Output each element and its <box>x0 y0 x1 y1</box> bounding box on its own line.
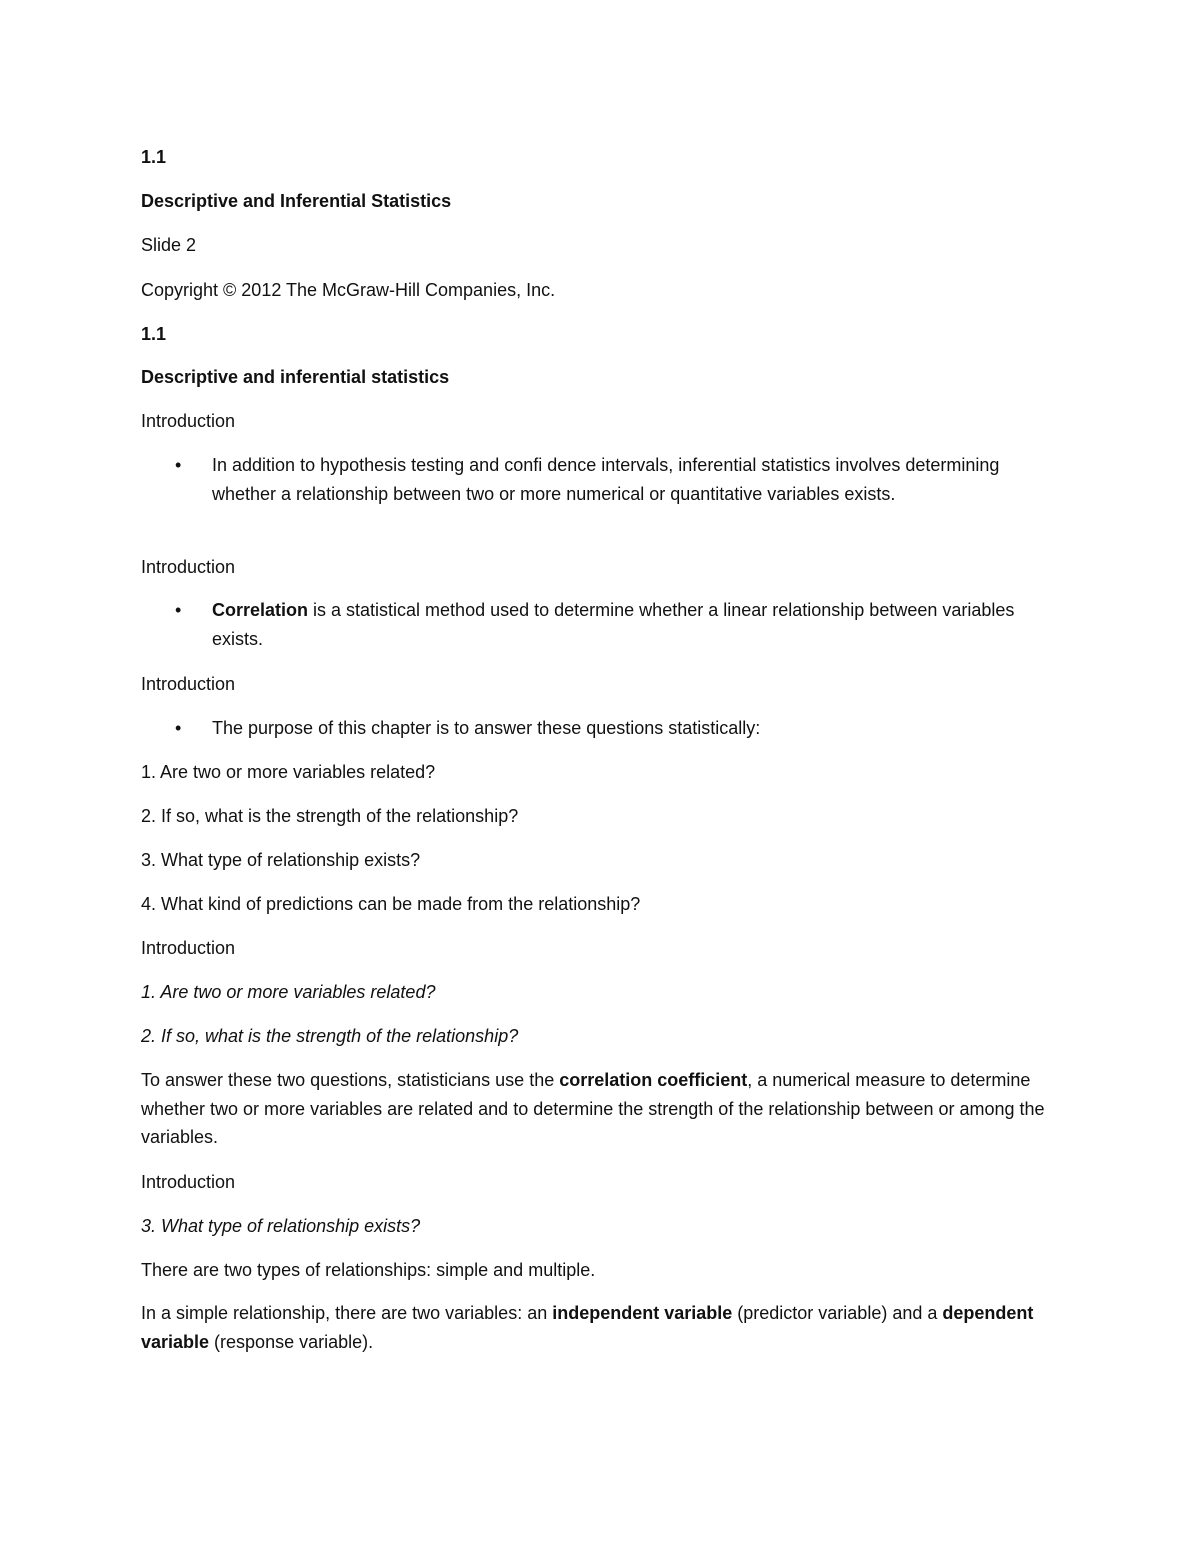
simple-text-end: (response variable). <box>209 1331 374 1352</box>
question-1-italic: 1. Are two or more variables related? <box>141 982 436 1002</box>
question-3: 3. What type of relationship exists? <box>141 850 421 870</box>
term-correlation: Correlation <box>212 600 309 620</box>
bullet-text <box>212 596 1062 653</box>
introduction-label: Introduction <box>141 674 236 694</box>
question-2: 2. If so, what is the strength of the relationship? <box>141 806 519 826</box>
question-2-italic: 2. If so, what is the strength of the relationship? <box>141 1026 519 1046</box>
bullet-icon: • <box>175 600 182 620</box>
bullet-text: In addition to hypothesis testing and confi dence intervals, inferential statistics involves determining whether a relationship between two or more numerical or quantitative variables exists. <box>212 455 1000 504</box>
simple-text-middle: (predictor variable) and a <box>732 1303 943 1323</box>
introduction-label: Introduction <box>141 557 236 577</box>
bullet-icon: • <box>175 455 182 475</box>
term-dependent-variable: dependent variable <box>141 1303 1034 1352</box>
answer-text-start: To answer these two questions, statisticians use the <box>141 1070 560 1090</box>
slide-label: Slide 2 <box>141 235 197 255</box>
subheading-section-title: Descriptive and inferential statistics <box>141 367 450 387</box>
answer-text-end: , a numerical measure to determine whether two or more variables are related and to determine the strength of the relationship between or among the variables. <box>141 1070 1045 1147</box>
subheading-section-number: 1.1 <box>141 324 167 344</box>
answer-paragraph <box>141 1066 1061 1152</box>
question-3-italic: 3. What type of relationship exists? <box>141 1216 421 1236</box>
relationship-types: There are two types of relationships: simple and multiple. <box>141 1260 596 1280</box>
copyright-notice: Copyright © 2012 The McGraw-Hill Companies, Inc. <box>141 280 556 300</box>
bullet-text-rest: is a statistical method used to determine whether a linear relationship between variables exists. <box>212 600 1015 649</box>
introduction-label: Introduction <box>141 1172 236 1192</box>
bullet-icon: • <box>175 718 182 738</box>
term-independent-variable: independent variable <box>552 1303 733 1323</box>
heading-section-number: 1.1 <box>141 147 167 167</box>
introduction-label: Introduction <box>141 411 236 431</box>
simple-text-start: In a simple relationship, there are two variables: an <box>141 1303 553 1323</box>
term-correlation-coefficient: correlation coefficient <box>559 1070 748 1090</box>
bullet-text: The purpose of this chapter is to answer these questions statistically: <box>212 718 761 738</box>
heading-section-title: Descriptive and Inferential Statistics <box>141 191 452 211</box>
introduction-label: Introduction <box>141 938 236 958</box>
question-1: 1. Are two or more variables related? <box>141 762 436 782</box>
simple-relationship-paragraph <box>141 1299 1061 1356</box>
question-4: 4. What kind of predictions can be made from the relationship? <box>141 894 641 914</box>
